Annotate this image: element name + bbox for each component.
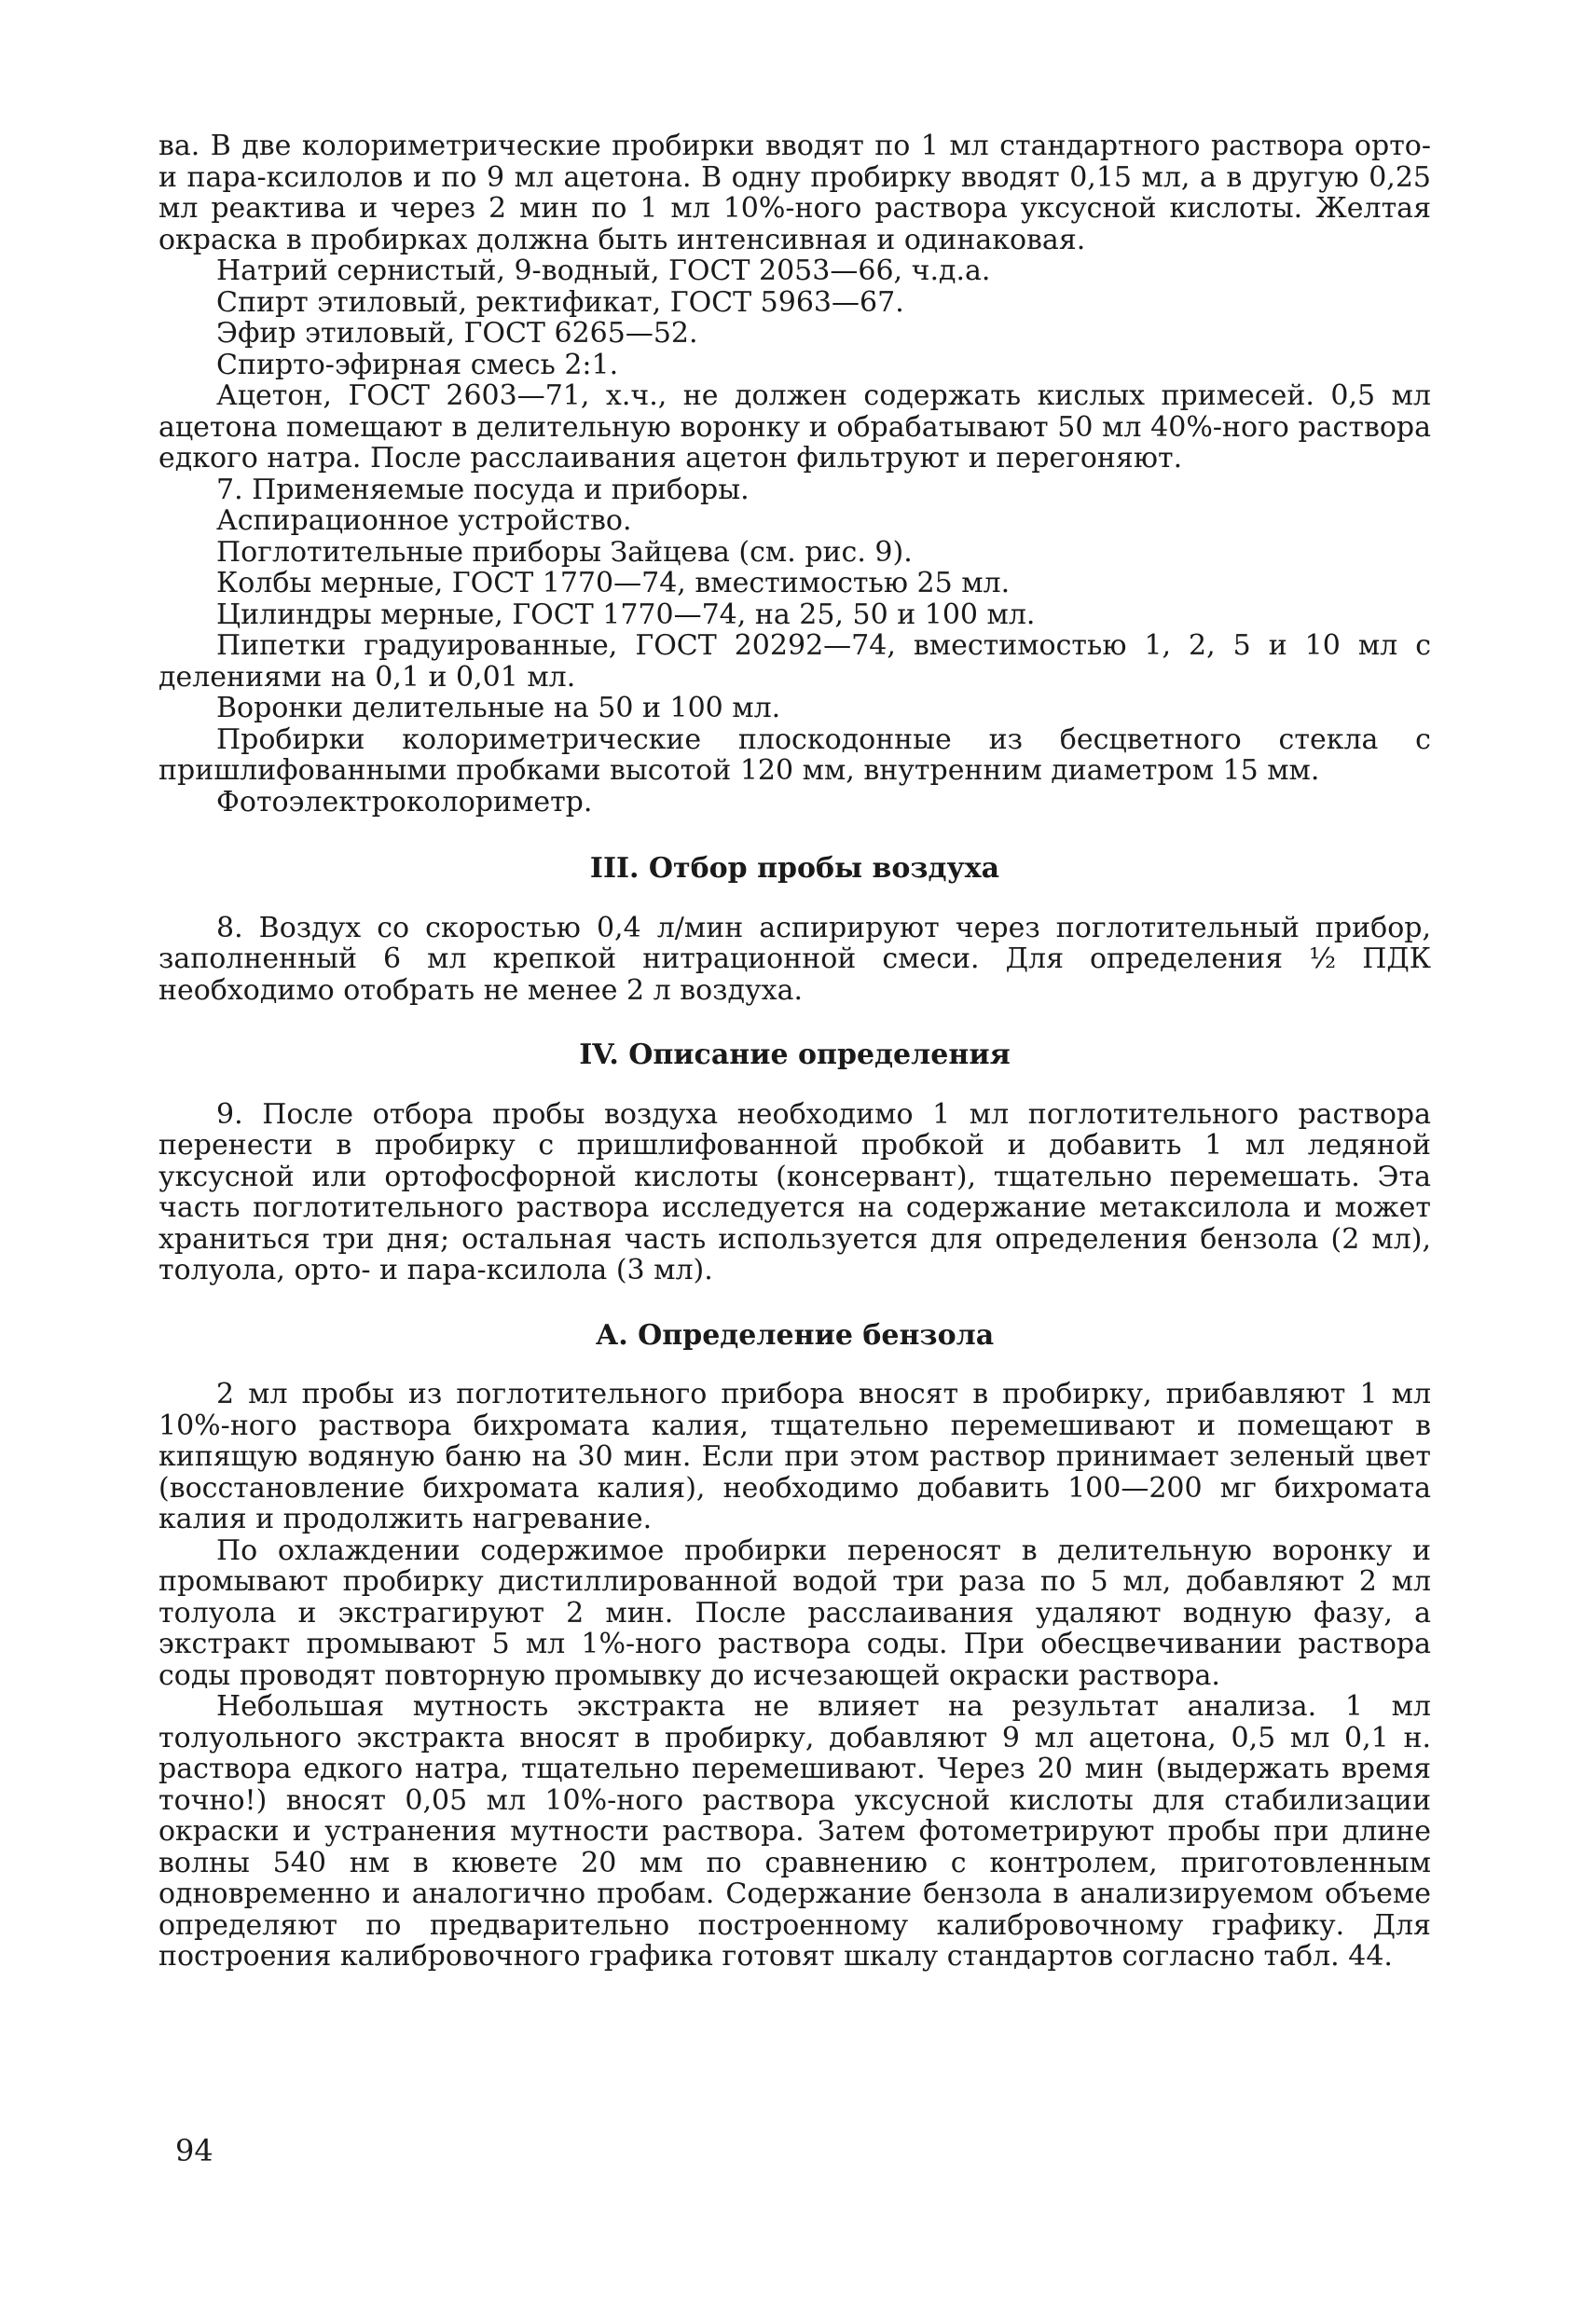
equipment-pipettes: Пипетки градуированные, ГОСТ 20292—74, вместимостью 1, 2, 5 и 10 мл с делениями на 0,1 и 0,01 мл.: [158, 629, 1431, 694]
equipment-test-tubes: Пробирки колориметрические плоскодонные из бесцветного стекла с пришлифованными пробками высотой 120 мм, внутренним диаметром 15 мм.: [158, 722, 1431, 787]
procedure-paragraph: 9. После отбора пробы воздуха необходимо 1 мл поглотительного раствора перенести в пробирку с пришлифованной пробкой и добавить 1 мл ледяной уксусной или ортофосфорной кислоты (консервант), тщательно перемешать. Эта часть поглотительного раствора исследуется на содержание метаксилола и может храниться три дня; остальная часть используется для определения бензола (2 мл), толуола, орто- и пара-ксилола (3 мл).: [158, 1097, 1431, 1286]
benzene-paragraph-1: 2 мл пробы из поглотительного прибора вносят в пробирку, прибавляют 1 мл 10%-ного раствора бихромата калия, тщательно перемешивают и помещают в кипящую водяную баню на 30 мин. Если при этом раствор принимает зеленый цвет (восстановление бихромата калия), необходимо добавить 100—200 мг бихромата калия и продолжить нагревание.: [158, 1378, 1431, 1535]
equipment-heading: 7. Применяемые посуда и приборы.: [216, 473, 750, 506]
reagent-acetone: Ацетон, ГОСТ 2603—71, х.ч., не должен содержать кислых примесей. 0,5 мл ацетона помещают в делительную воронку и обрабатывают 50 мл 40%-ного раствора едкого натра. После расслаивания ацетон фильтруют и перегоняют.: [158, 379, 1431, 475]
reagent-sodium-sulfide: Натрий сернистый, 9-водный, ГОСТ 2053—66, ч.д.а.: [216, 254, 991, 287]
equipment-aspiration-device: Аспирационное устройство.: [216, 504, 632, 537]
document-page: [158, 131, 1431, 1973]
equipment-cylinders: Цилиндры мерные, ГОСТ 1770—74, на 25, 50 и 100 мл.: [216, 598, 1036, 631]
section-title-benzene: А. Определение бензола: [595, 1318, 995, 1352]
benzene-paragraph-2: По охлаждении содержимое пробирки переносят в делительную воронку и промывают пробирку дистиллированной водой три раза по 5 мл, добавляют 2 мл толуола и экстрагируют 2 мин. После расслаивания удаляют водную фазу, а экстракт промывают 5 мл 1%-ного раствора соды. При обесцвечивании раствора соды проводят повторную промывку до исчезающей окраски раствора.: [158, 1534, 1431, 1692]
paragraph-continuation: ва. В две колориметрические пробирки вводят по 1 мл стандартного раствора орто- и пара-ксилолов и по 9 мл ацетона. В одну пробирку вводят 0,15 мл, а в другую 0,25 мл реактива и через 2 мин по 1 мл 10%-ного раствора уксусной кислоты. Желтая окраска в пробирках должна быть интенсивная и одинаковая.: [158, 130, 1431, 256]
section-title-sampling: III. Отбор пробы воздуха: [589, 852, 1000, 885]
equipment-zaitsev-absorbers: Поглотительные приборы Зайцева (см. рис. 9).: [216, 535, 913, 569]
equipment-volumetric-flasks: Колбы мерные, ГОСТ 1770—74, вместимостью 25 мл.: [216, 567, 1011, 599]
section-title-procedure: IV. Описание определения: [579, 1039, 1011, 1071]
reagent-ethyl-alcohol: Спирт этиловый, ректификат, ГОСТ 5963—67.: [216, 285, 904, 319]
equipment-separating-funnels: Воронки делительные на 50 и 100 мл.: [216, 692, 781, 724]
benzene-paragraph-3: Небольшая мутность экстракта не влияет на результат анализа. 1 мл толуольного экстракта вносят в пробирку, добавляют 9 мл ацетона, 0,5 мл 0,1 н. раствора едкого натра, тщательно перемешивают. Через 20 мин (выдержать время точно!) вносят 0,05 мл 10%-ного раствора уксусной кислоты для стабилизации окраски и устранения мутности раствора. Затем фотометрируют пробы при длине волны 540 нм в кювете 20 мм по сравнению с контролем, приготовленным одновременно и аналогично пробам. Содержание бензола в анализируемом объеме определяют по предварительно построенному калибровочному графику. Для построения калибровочного графика готовят шкалу стандартов согласно табл. 44.: [158, 1690, 1431, 1973]
page-number: 94: [175, 2133, 213, 2168]
reagent-ethyl-ether: Эфир этиловый, ГОСТ 6265—52.: [216, 317, 698, 350]
equipment-photocolorimeter: Фотоэлектроколориметр.: [216, 785, 593, 818]
sampling-paragraph: 8. Воздух со скоростью 0,4 л/мин аспирируют через поглотительный прибор, заполненный 6 мл крепкой нитрационной смеси. Для определения ½ ПДК необходимо отобрать не менее 2 л воздуха.: [158, 911, 1431, 1007]
reagent-alcohol-ether-mix: Спирто-эфирная смесь 2:1.: [216, 348, 619, 381]
